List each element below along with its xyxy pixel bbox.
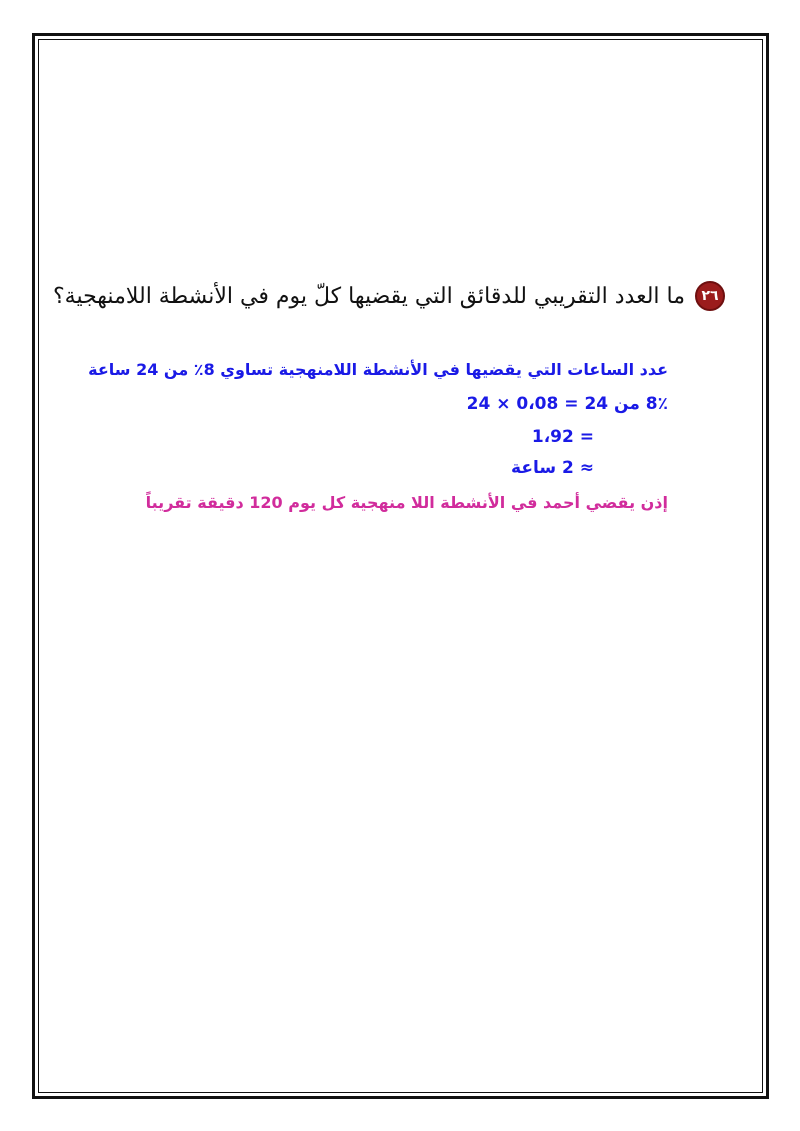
page-border-inner bbox=[38, 39, 763, 1093]
answer-line-2: 8٪ من 24 = 0،08 × 24 bbox=[466, 394, 668, 414]
question bbox=[52, 272, 725, 320]
answer-line-3: = 1،92 bbox=[531, 427, 594, 447]
answer-line-1: عدد الساعات التي يقضيها في الأنشطة اللامنهجية تساوي 8٪ من 24 ساعة bbox=[88, 360, 668, 379]
question-number-badge: ٢٦ bbox=[695, 281, 725, 311]
question-text: ما العدد التقريبي للدقائق التي يقضيها كلّ يوم في الأنشطة اللامنهجية؟ bbox=[52, 283, 685, 309]
answer-line-4: ≈ 2 ساعة bbox=[511, 458, 594, 478]
answer-conclusion: إذن يقضي أحمد في الأنشطة اللا منهجية كل يوم 120 دقيقة تقريباً bbox=[145, 493, 668, 512]
